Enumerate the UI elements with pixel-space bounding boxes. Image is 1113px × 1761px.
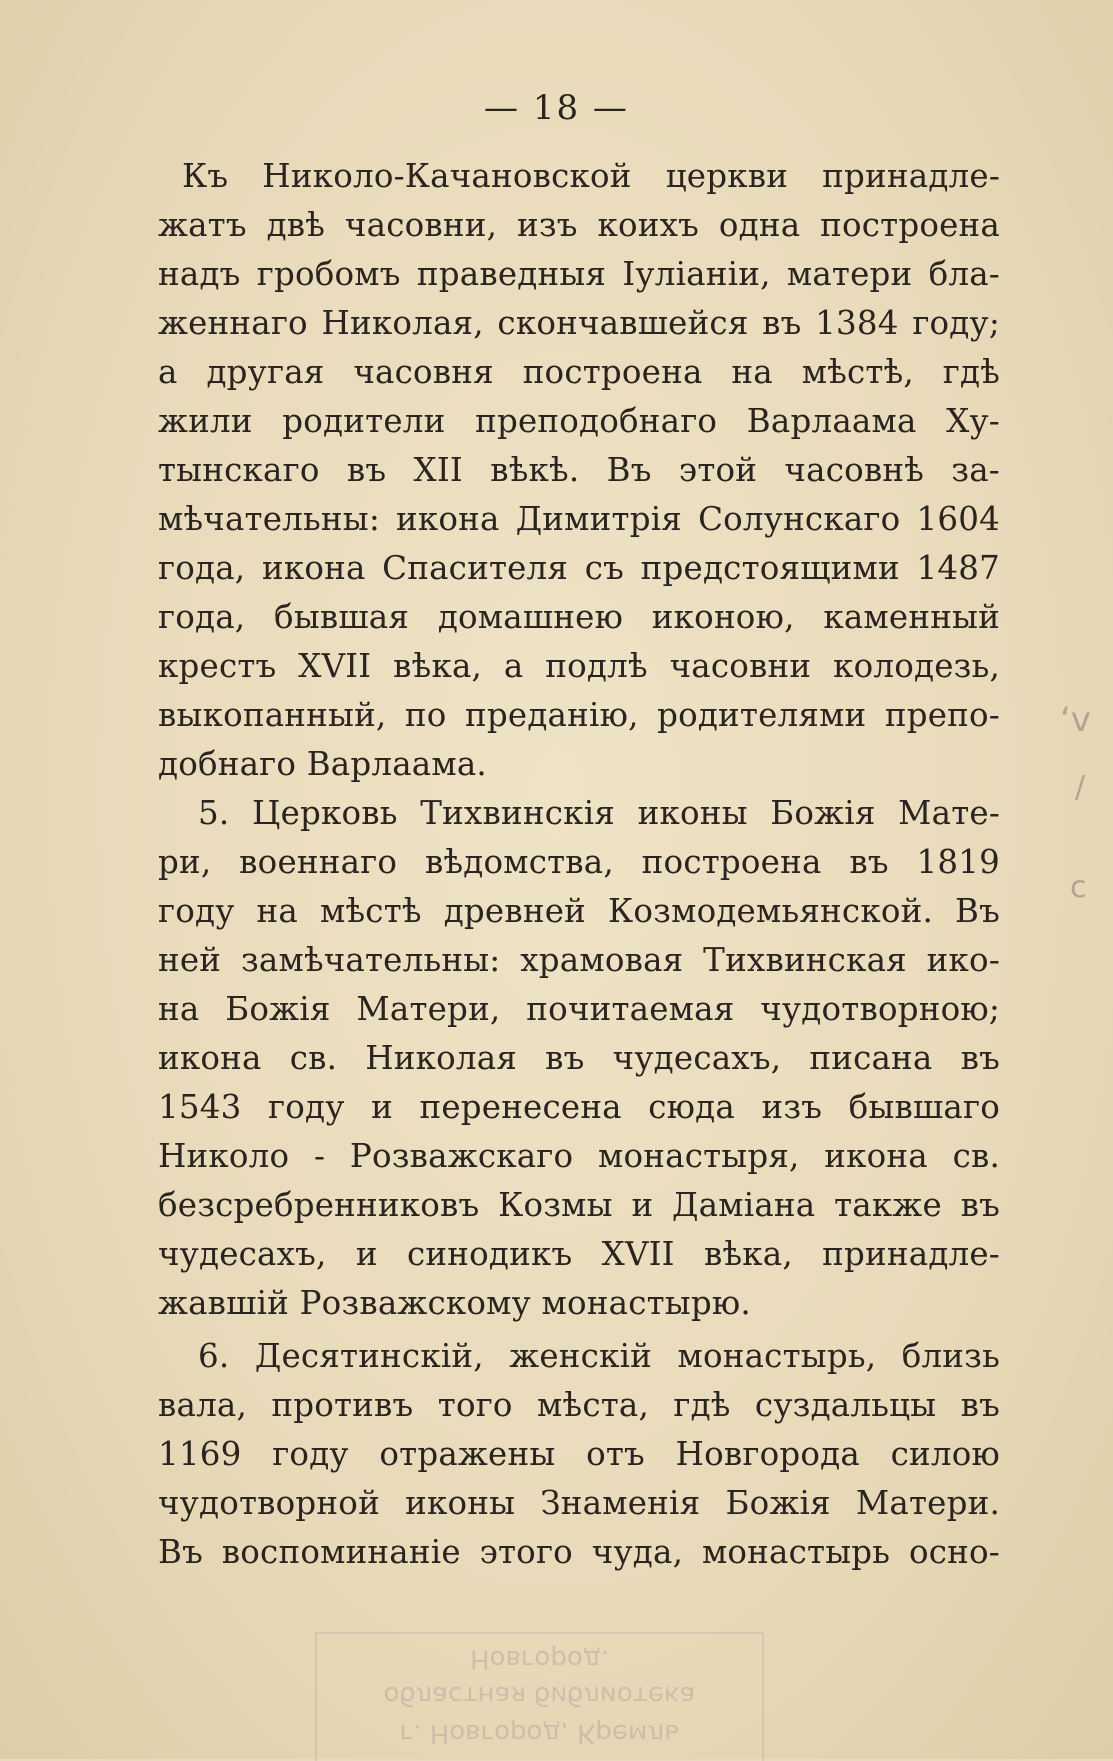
margin-pencil-mark: ‘v — [1060, 700, 1091, 740]
text-line: на Божія Матери, почитаемая чудотворною; — [158, 990, 1000, 1028]
text-line: 1543 году и перенесена сюда изъ бывшаго — [158, 1088, 1000, 1126]
text-line: икона св. Николая въ чудесахъ, писана въ — [158, 1039, 1000, 1077]
text-line: 1169 году отражены отъ Новгорода силою — [158, 1435, 1000, 1473]
text-line: мѣчательны: икона Димитрія Солунскаго 1604 — [158, 500, 1000, 538]
text-line: вала, противъ того мѣста, гдѣ суздальцы въ — [158, 1386, 1000, 1424]
text-line: году на мѣстѣ древней Козмодемьянской. Въ — [158, 892, 1000, 930]
text-line: 5. Церковь Тихвинскія иконы Божія Мате- — [198, 794, 1000, 832]
text-line: чудотворной иконы Знаменія Божія Матери. — [158, 1484, 1000, 1522]
text-line: 6. Десятинскій, женскій монастырь, близь — [198, 1337, 1000, 1375]
text-line: а другая часовня построена на мѣстѣ, гдѣ — [158, 353, 1000, 391]
text-line: Николо - Розважскаго монастыря, икона св. — [158, 1137, 1000, 1175]
stamp-line: Новгород. — [469, 1644, 609, 1674]
margin-pencil-mark: / — [1075, 770, 1086, 805]
text-line: чудесахъ, и синодикъ XVII вѣка, принадле- — [158, 1235, 1000, 1273]
text-line: ней замѣчательны: храмовая Тихвинская ико- — [158, 941, 1000, 979]
text-line: жавшій Розважскому монастырю. — [158, 1284, 751, 1322]
margin-pencil-mark: c — [1070, 870, 1087, 905]
text-line: года, бывшая домашнею иконою, каменный — [158, 598, 1000, 636]
text-line: крестъ XVII вѣка, а подлѣ часовни колодезь, — [158, 647, 1000, 685]
text-line: тынскаго въ XII вѣкѣ. Въ этой часовнѣ за- — [158, 451, 1000, 489]
text-line: жатъ двѣ часовни, изъ коихъ одна построена — [158, 206, 1000, 244]
text-line: Къ Николо-Качановской церкви принадле- — [182, 157, 1000, 195]
text-line: ри, военнаго вѣдомства, построена въ 1819 — [158, 843, 1000, 881]
text-line: женнаго Николая, скончавшейся въ 1384 году; — [158, 304, 1000, 342]
text-line: года, икона Спасителя съ предстоящими 1487 — [158, 549, 1000, 587]
text-line: добнаго Варлаама. — [158, 745, 487, 783]
library-stamp — [315, 1632, 764, 1761]
stamp-line: областная библиотека — [383, 1680, 696, 1710]
text-line: выкопанный, по преданію, родителями препо- — [158, 696, 1000, 734]
body-text — [158, 152, 1000, 1577]
text-line: Въ воспоминаніе этого чуда, монастырь осно- — [158, 1533, 1000, 1571]
text-line: безсребренниковъ Козмы и Даміана также въ — [158, 1186, 1000, 1224]
text-line: надъ гробомъ праведныя Іуліаніи, матери бла- — [158, 255, 1000, 293]
stamp-line: г. Новгород, Кремль — [399, 1718, 680, 1748]
page-number: — 18 — — [484, 88, 629, 128]
text-line: жили родители преподобнаго Варлаама Ху- — [158, 402, 1000, 440]
